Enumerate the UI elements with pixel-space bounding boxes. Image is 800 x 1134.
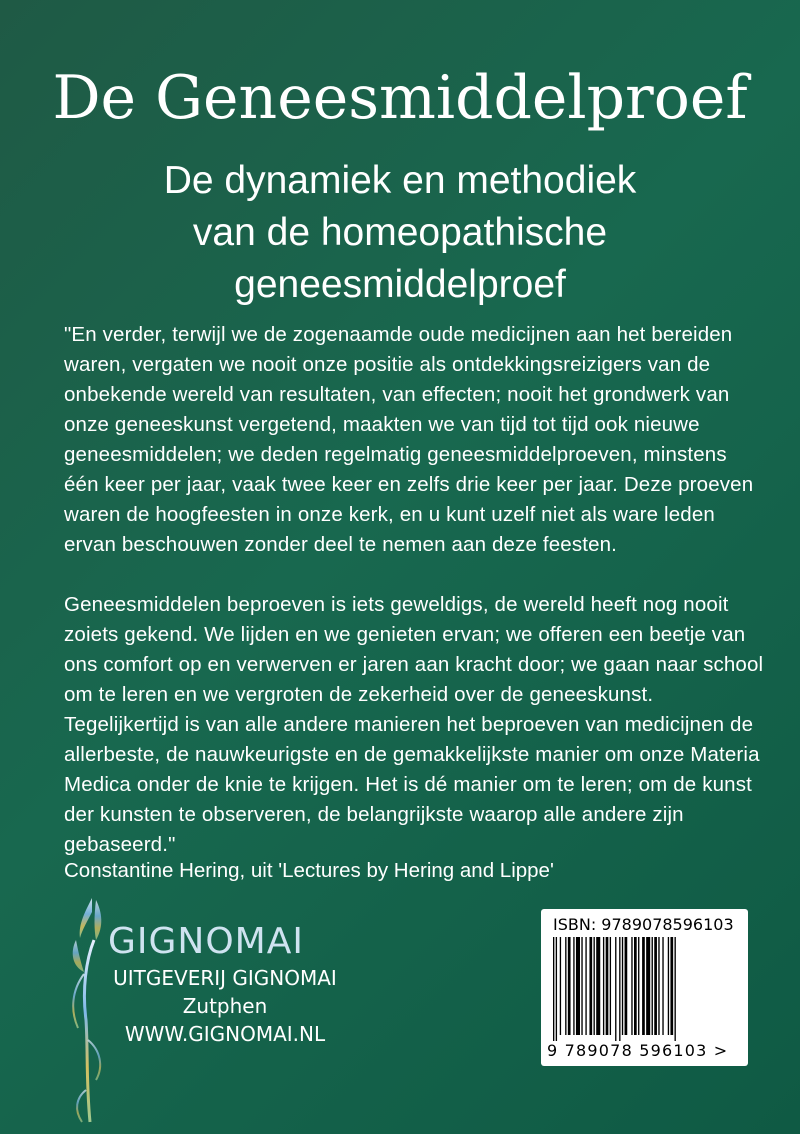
barcode-bar	[646, 937, 650, 1035]
book-subtitle	[0, 155, 800, 311]
subtitle-line: van de homeopathische	[192, 211, 608, 254]
barcode-bar	[658, 937, 659, 1035]
publisher-city: Zutphen	[182, 994, 268, 1018]
barcode-bar	[634, 937, 637, 1035]
quote-paragraph: "En verder, terwijl we de zogenaamde oude medicijnen aan het bereiden waren, vergaten we nooit onze positie als ontdekkingsreizigers van de onbekende wereld van resultaten, van effecten; nooit het grondwerk van onze geneeskunst vergetend, maakten we van tijd tot tijd ook nieuwe geneesmiddelen; we deden regelmatig geneesmiddelproeven, minstens één keer per jaar, vaak twee keer en zelfs drie keer per jaar. Deze proeven waren de hoogfeesten in onze kerk, en u kunt uzelf niet als ware leden ervan beschouwen zonder deel te nemen aan deze feesten.	[64, 323, 754, 556]
barcode-bars	[549, 937, 741, 1041]
isbn-label: ISBN: 9789078596103	[553, 915, 734, 934]
barcode-bar	[585, 937, 586, 1035]
quote-paragraph: Geneesmiddelen beproeven is iets geweldigs, de wereld heeft nog nooit zoiets gekend. We lijden en we genieten ervan; we offeren een beetje van ons comfort op en verwerven er jaren aan kracht door; we gaan naar school om te leren en we vergroten de zekerheid over de geneeskunst. Tegelijkertijd is van alle andere manieren het beproeven van medicijnen de allerbeste, de nauwkeurigste en de gemakkelijkste manier om onze Materia Medica onder de knie te krijgen. Het is dé manier om te leren; om de kunst der kunsten te observeren, de belangrijkste waarop alle andere zijn gebaseerd."	[64, 593, 764, 856]
barcode-bar	[594, 937, 595, 1035]
barcode-digits: 9 789078 596103 >	[547, 1041, 729, 1060]
barcode-bar	[625, 937, 628, 1035]
barcode-bar	[615, 937, 616, 1041]
barcode-bar	[652, 937, 653, 1035]
publisher-logo-text: GIGNOMAI	[108, 921, 304, 962]
barcode-bar	[556, 937, 557, 1041]
isbn-barcode	[541, 909, 748, 1066]
barcode-bar	[568, 937, 571, 1035]
publisher-info	[100, 964, 350, 1048]
quote-body	[64, 320, 764, 860]
publisher-website: WWW.GIGNOMAI.NL	[124, 1022, 326, 1046]
barcode-bar	[675, 937, 676, 1041]
barcode-bar	[654, 937, 657, 1035]
book-title: De Geneesmiddelproef	[52, 63, 748, 133]
barcode-bar	[642, 937, 645, 1035]
barcode-bar	[662, 937, 663, 1035]
publisher-name: UITGEVERIJ GIGNOMAI	[113, 966, 337, 990]
subtitle-line: geneesmiddelproef	[234, 263, 566, 306]
barcode-bar	[631, 937, 632, 1035]
barcode-bar	[606, 937, 609, 1035]
barcode-bar	[670, 937, 673, 1035]
barcode-bar	[565, 937, 566, 1035]
barcode-bar	[668, 937, 669, 1035]
barcode-bar	[622, 937, 623, 1035]
subtitle-line: De dynamiek en methodiek	[163, 159, 637, 202]
barcode-bar	[581, 937, 582, 1035]
barcode-bar	[638, 937, 639, 1035]
barcode-bar	[553, 937, 554, 1041]
barcode-bar	[589, 937, 592, 1035]
quote-attribution: Constantine Hering, uit 'Lectures by Hering and Lippe'	[64, 859, 554, 882]
barcode-bar	[610, 937, 611, 1035]
barcode-bar	[560, 937, 561, 1035]
barcode-bar	[603, 937, 604, 1035]
barcode-bar	[596, 937, 600, 1035]
barcode-bar	[576, 937, 580, 1035]
barcode-bar	[619, 937, 620, 1041]
barcode-bar	[573, 937, 574, 1035]
